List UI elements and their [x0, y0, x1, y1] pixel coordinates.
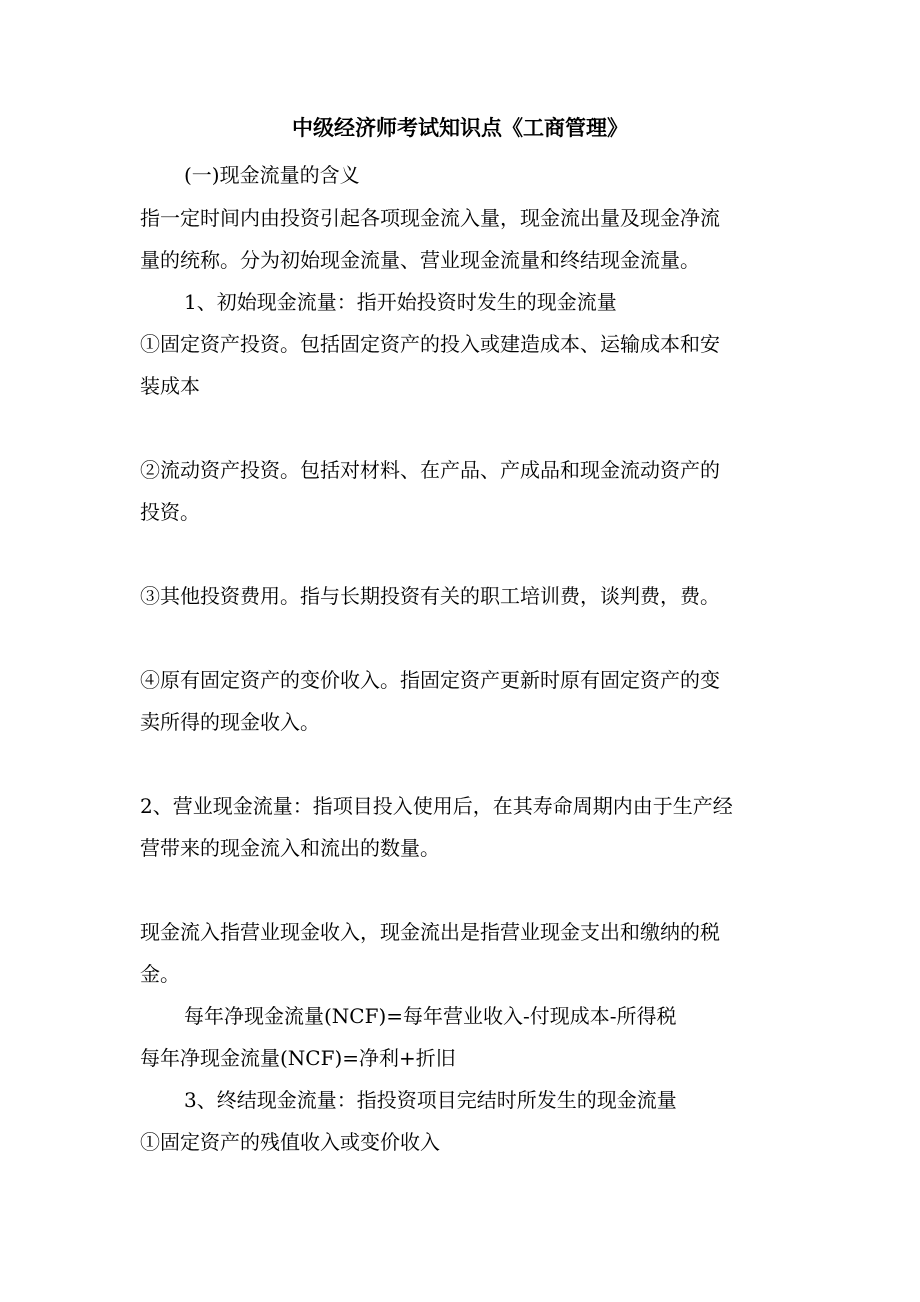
- subsection-heading: 1、初始现金流量：指开始投资时发生的现金流量: [184, 290, 617, 314]
- list-item-line: 投资。: [140, 500, 200, 524]
- list-item-line: 装成本: [140, 374, 200, 398]
- formula-line: 每年净现金流量(NCF)=净利+折旧: [140, 1046, 456, 1070]
- paragraph-line: 现金流入指营业现金收入，现金流出是指营业现金支出和缴纳的税: [140, 920, 720, 944]
- list-item-line: ④原有固定资产的变价收入。指固定资产更新时原有固定资产的变: [140, 668, 720, 692]
- list-item-line: ①固定资产投资。包括固定资产的投入或建造成本、运输成本和安: [140, 332, 720, 356]
- section-heading: (一)现金流量的含义: [184, 163, 360, 187]
- list-item-line: ③其他投资费用。指与长期投资有关的职工培训费，谈判费，费。: [140, 584, 720, 608]
- formula-line: 每年净现金流量(NCF)=每年营业收入-付现成本-所得税: [184, 1004, 677, 1028]
- paragraph-line: 营带来的现金流入和流出的数量。: [140, 836, 440, 860]
- paragraph-line: 量的统称。分为初始现金流量、营业现金流量和终结现金流量。: [140, 248, 700, 272]
- list-item-line: 卖所得的现金收入。: [140, 710, 320, 734]
- paragraph-line: 指一定时间内由投资引起各项现金流入量，现金流出量及现金净流: [140, 206, 720, 230]
- list-item-line: ①固定资产的残值收入或变价收入: [140, 1130, 440, 1154]
- subsection-heading: 2、营业现金流量：指项目投入使用后，在其寿命周期内由于生产经: [140, 794, 733, 818]
- document-title: 中级经济师考试知识点《工商管理》: [292, 115, 628, 140]
- paragraph-line: 金。: [140, 962, 180, 986]
- list-item-line: ②流动资产投资。包括对材料、在产品、产成品和现金流动资产的: [140, 458, 720, 482]
- subsection-heading: 3、终结现金流量：指投资项目完结时所发生的现金流量: [184, 1088, 677, 1112]
